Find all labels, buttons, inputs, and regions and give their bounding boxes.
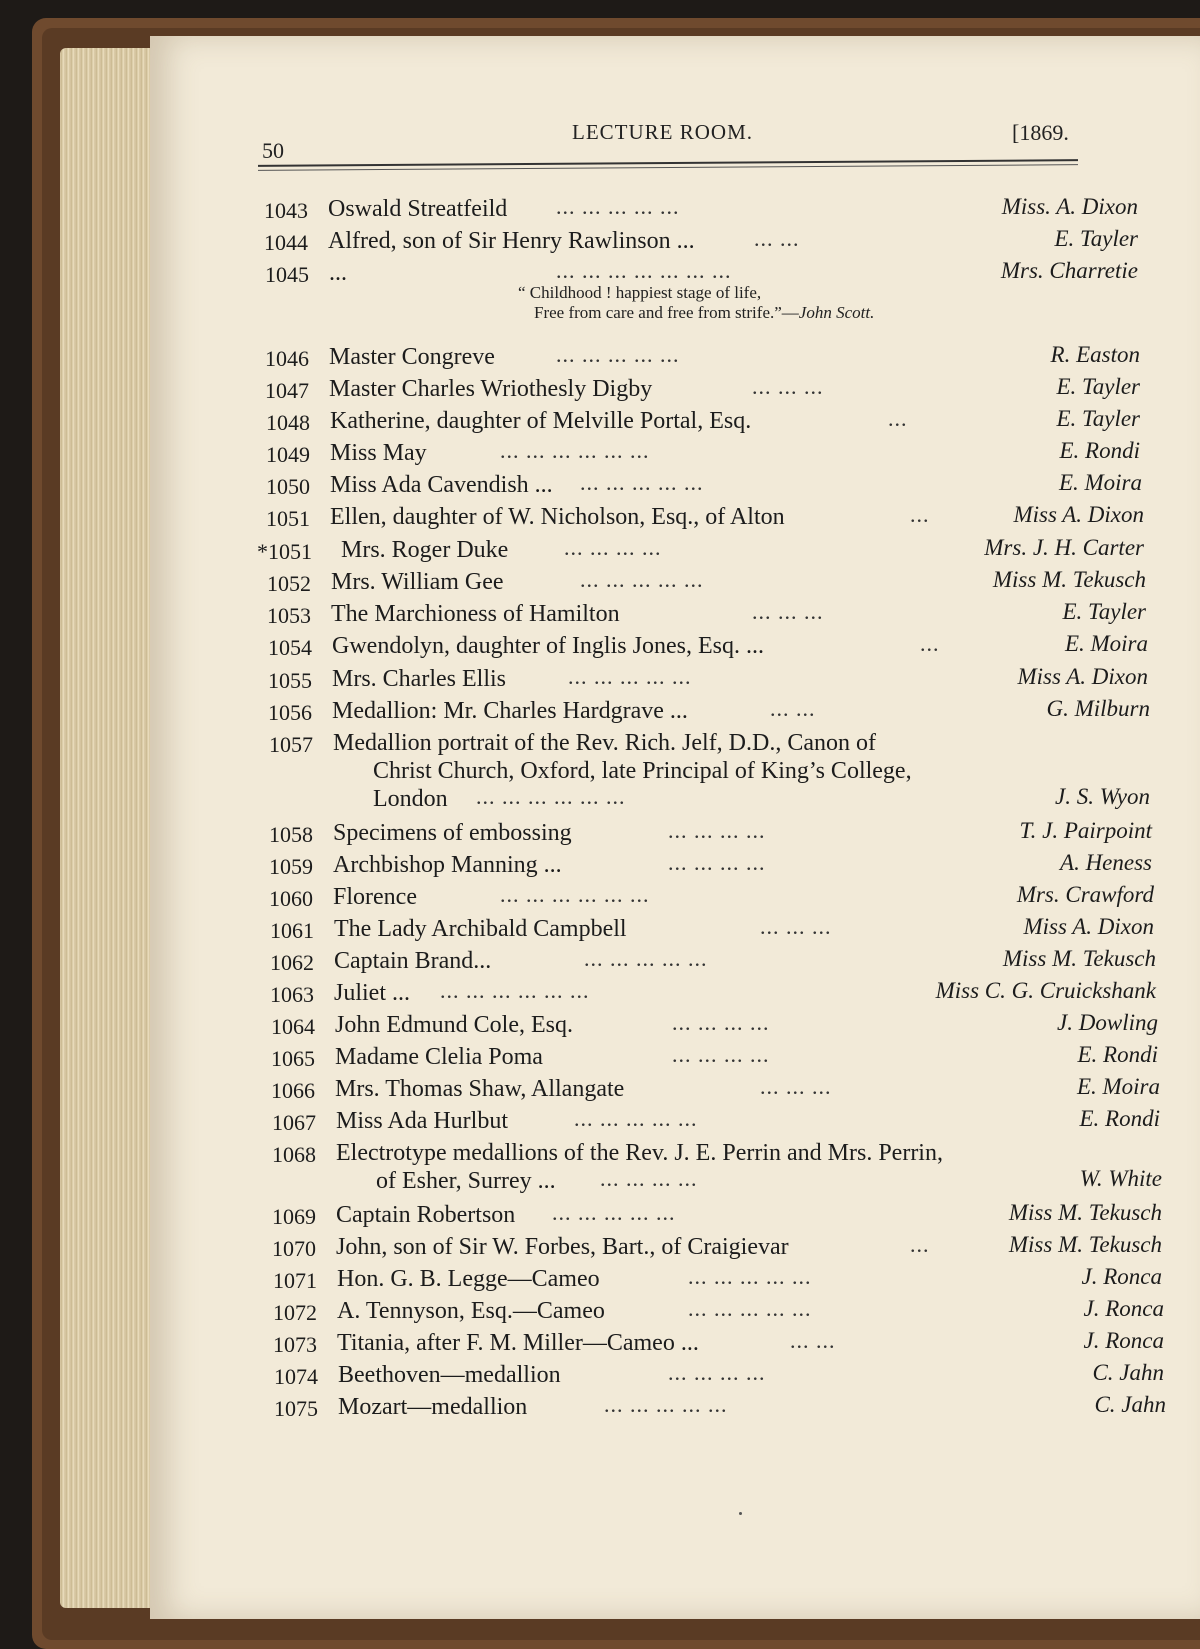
dot-leader: ... ... ... ... bbox=[564, 535, 662, 560]
dot-leader: ... ... ... bbox=[752, 599, 824, 624]
dot-leader: ... bbox=[910, 1232, 930, 1257]
entry-artist: C. Jahn bbox=[1092, 1360, 1164, 1385]
entry-artist: Mrs. Charretie bbox=[1000, 258, 1138, 283]
entry-number: 1050 bbox=[266, 474, 310, 499]
dot-leader: ... ... ... ... ... ... ... bbox=[556, 258, 732, 283]
dot-leader: ... ... ... ... ... ... bbox=[500, 438, 650, 463]
year-label: [1869. bbox=[1012, 120, 1069, 145]
dot-leader: ... ... ... ... ... bbox=[688, 1296, 812, 1321]
dot-leader: ... ... ... ... bbox=[668, 850, 766, 875]
entry-artist: J. S. Wyon bbox=[1055, 784, 1150, 809]
entry-title: Miss Ada Cavendish ... bbox=[330, 472, 553, 498]
entry-title: ... bbox=[329, 260, 347, 286]
entry-title: Titania, after F. M. Miller—Cameo ... bbox=[337, 1330, 699, 1356]
entry-number: 1048 bbox=[266, 410, 310, 435]
entry-title: John, son of Sir W. Forbes, Bart., of Craigievar bbox=[336, 1234, 789, 1260]
entry-number: 1073 bbox=[273, 1332, 317, 1357]
page-edges bbox=[60, 48, 158, 1608]
entry-title-continued: Christ Church, Oxford, late Principal of King’s College, bbox=[373, 758, 912, 784]
dot-leader: ... ... ... ... ... ... bbox=[500, 882, 650, 907]
entry-artist: Mrs. Crawford bbox=[1016, 882, 1154, 907]
entry-artist: T. J. Pairpoint bbox=[1019, 818, 1152, 843]
entry-title: Captain Brand... bbox=[334, 948, 492, 974]
entry-number: 1065 bbox=[271, 1046, 315, 1071]
entry-number: 1049 bbox=[266, 442, 310, 467]
entry-artist: E. Moira bbox=[1058, 470, 1142, 495]
entry-number: 1051 bbox=[266, 506, 310, 531]
entry-artist: Mrs. J. H. Carter bbox=[984, 535, 1144, 560]
entry-title: Medallion portrait of the Rev. Rich. Jelf, D.D., Canon of bbox=[333, 730, 876, 756]
entry-artist: G. Milburn bbox=[1046, 696, 1150, 721]
entry-number: 1055 bbox=[268, 668, 312, 693]
dot-leader: ... ... ... ... bbox=[600, 1166, 698, 1191]
entry-number: 1075 bbox=[274, 1396, 318, 1421]
entry-artist: J. Ronca bbox=[1083, 1296, 1164, 1321]
entry-title: Juliet ... bbox=[334, 980, 410, 1006]
entry-number: 1059 bbox=[269, 854, 313, 879]
entry-number: 1054 bbox=[268, 635, 312, 660]
entry-number: 1053 bbox=[267, 603, 311, 628]
dot-leader: ... ... ... ... ... bbox=[688, 1264, 812, 1289]
dot-leader: ... ... ... ... bbox=[672, 1042, 770, 1067]
entry-artist: C. Jahn bbox=[1094, 1392, 1166, 1417]
entry-title: Master Charles Wriothesly Digby bbox=[329, 376, 653, 402]
entry-artist: J. Ronca bbox=[1083, 1328, 1164, 1353]
dot-leader: ... ... ... ... ... bbox=[604, 1392, 728, 1417]
page-number: 50 bbox=[262, 138, 284, 163]
entry-title: Specimens of embossing bbox=[333, 820, 572, 846]
entry-artist: E. Rondi bbox=[1077, 1042, 1158, 1067]
dot-leader: ... ... bbox=[790, 1328, 836, 1353]
entry-artist: Miss A. Dixon bbox=[1013, 502, 1144, 527]
running-title: LECTURE ROOM. bbox=[572, 120, 753, 144]
entry-artist: E. Rondi bbox=[1059, 438, 1140, 463]
entry-title: A. Tennyson, Esq.—Cameo bbox=[337, 1298, 605, 1324]
entry-number: 1071 bbox=[273, 1268, 317, 1293]
entry-title: Beethoven—medallion bbox=[338, 1362, 561, 1388]
entry-title: Electrotype medallions of the Rev. J. E. Perrin and Mrs. Perrin, bbox=[336, 1140, 943, 1166]
dot-leader: ... ... ... bbox=[760, 914, 832, 939]
entry-artist: Miss M. Tekusch bbox=[1002, 946, 1156, 971]
dot-leader: ... ... ... ... ... bbox=[580, 470, 704, 495]
entry-number: 1043 bbox=[264, 198, 308, 223]
dot-leader: ... ... ... ... bbox=[668, 818, 766, 843]
dot-leader: ... ... ... ... ... bbox=[580, 567, 704, 592]
dot-leader: ... ... ... ... ... bbox=[574, 1106, 698, 1131]
dot-leader: ... ... ... ... ... bbox=[584, 946, 708, 971]
entry-title: Florence bbox=[333, 884, 417, 910]
entry-number: 1057 bbox=[269, 732, 313, 757]
entry-number: 1068 bbox=[272, 1142, 316, 1167]
entry-title: Mrs. William Gee bbox=[331, 569, 504, 595]
quote-author: John Scott. bbox=[798, 303, 875, 322]
entry-number: 1061 bbox=[270, 918, 314, 943]
entry-title: Alfred, son of Sir Henry Rawlinson ... bbox=[328, 228, 695, 254]
dot-leader: ... ... ... ... ... bbox=[556, 194, 680, 219]
entry-artist: E. Tayler bbox=[1054, 226, 1138, 251]
quote-line-1: “ Childhood ! happiest stage of life, bbox=[518, 283, 762, 302]
entry-title: Mrs. Roger Duke bbox=[341, 537, 509, 563]
dot-leader: ... ... ... ... ... ... bbox=[440, 978, 590, 1003]
entry-number: 1044 bbox=[264, 230, 308, 255]
entry-title: The Lady Archibald Campbell bbox=[334, 916, 627, 942]
entry-title: Mrs. Thomas Shaw, Allangate bbox=[335, 1076, 625, 1102]
dot-leader: ... ... ... bbox=[760, 1074, 832, 1099]
entry-number: 1070 bbox=[272, 1236, 316, 1261]
entry-artist: Miss M. Tekusch bbox=[1008, 1200, 1162, 1225]
entry-artist: E. Moira bbox=[1064, 631, 1148, 656]
entry-number: 1047 bbox=[265, 378, 309, 403]
entry-number: 1064 bbox=[271, 1014, 315, 1039]
entry-title: Oswald Streatfeild bbox=[328, 196, 508, 222]
entry-number: 1066 bbox=[271, 1078, 315, 1103]
dot-leader: ... ... ... ... ... bbox=[568, 664, 692, 689]
entry-artist: E. Tayler bbox=[1056, 374, 1140, 399]
entry-artist: R. Easton bbox=[1050, 342, 1140, 367]
dot-leader: ... bbox=[910, 502, 930, 527]
entry-artist: E. Tayler bbox=[1056, 406, 1140, 431]
entry-artist: E. Rondi bbox=[1079, 1106, 1160, 1131]
entry-title: Master Congreve bbox=[329, 344, 495, 370]
dot-leader: ... ... bbox=[770, 696, 816, 721]
quote-line-2 bbox=[534, 303, 874, 323]
entry-artist: Miss A. Dixon bbox=[1023, 914, 1154, 939]
entry-title: Archbishop Manning ... bbox=[333, 852, 562, 878]
entry-artist: Miss A. Dixon bbox=[1017, 664, 1148, 689]
entry-number: 1060 bbox=[269, 886, 313, 911]
entry-artist: E. Tayler bbox=[1062, 599, 1146, 624]
entry-number: *1051 bbox=[257, 539, 312, 564]
entry-title: John Edmund Cole, Esq. bbox=[335, 1012, 573, 1038]
entry-number: 1045 bbox=[265, 262, 309, 287]
entry-artist: J. Ronca bbox=[1081, 1264, 1162, 1289]
entry-number: 1067 bbox=[272, 1110, 316, 1135]
entry-title-continued: London bbox=[373, 786, 448, 812]
entry-title: Miss May bbox=[330, 440, 427, 466]
entry-number: 1063 bbox=[270, 982, 314, 1007]
entry-artist: W. White bbox=[1079, 1166, 1162, 1191]
page-speck bbox=[739, 1512, 742, 1515]
entry-artist: J. Dowling bbox=[1057, 1010, 1158, 1035]
entry-title: Hon. G. B. Legge—Cameo bbox=[337, 1266, 600, 1292]
entry-artist: Miss M. Tekusch bbox=[992, 567, 1146, 592]
entry-title: Ellen, daughter of W. Nicholson, Esq., of Alton bbox=[330, 504, 785, 530]
entry-number: 1046 bbox=[265, 346, 309, 371]
dot-leader: ... bbox=[888, 406, 908, 431]
entry-number: 1056 bbox=[268, 700, 312, 725]
dot-leader: ... ... bbox=[754, 226, 800, 251]
entry-title: Captain Robertson bbox=[336, 1202, 516, 1228]
dot-leader: ... ... ... ... ... bbox=[552, 1200, 676, 1225]
entry-artist: E. Moira bbox=[1076, 1074, 1160, 1099]
entry-title: Mrs. Charles Ellis bbox=[332, 666, 506, 692]
dot-leader: ... ... ... ... ... ... bbox=[476, 784, 626, 809]
entry-number: 1058 bbox=[269, 822, 313, 847]
dot-leader: ... ... ... ... bbox=[672, 1010, 770, 1035]
entry-number: 1052 bbox=[267, 571, 311, 596]
entry-artist: Miss C. G. Cruickshank bbox=[935, 978, 1156, 1003]
entry-number: 1062 bbox=[270, 950, 314, 975]
entry-number: 1072 bbox=[273, 1300, 317, 1325]
entry-artist: A. Heness bbox=[1060, 850, 1152, 875]
entry-number: 1074 bbox=[274, 1364, 318, 1389]
quote-text: Free from care and free from strife.”— bbox=[534, 303, 799, 322]
entry-title: The Marchioness of Hamilton bbox=[331, 601, 620, 627]
entry-title: Katherine, daughter of Melville Portal, Esq. bbox=[330, 408, 752, 434]
entry-title: Mozart—medallion bbox=[338, 1394, 528, 1420]
entry-title: Miss Ada Hurlbut bbox=[336, 1108, 509, 1134]
entry-title: Gwendolyn, daughter of Inglis Jones, Esq. ... bbox=[332, 633, 764, 659]
dot-leader: ... ... ... ... bbox=[668, 1360, 766, 1385]
dot-leader: ... ... ... ... ... bbox=[556, 342, 680, 367]
entry-artist: Miss M. Tekusch bbox=[1008, 1232, 1162, 1257]
entry-number: 1069 bbox=[272, 1204, 316, 1229]
dot-leader: ... bbox=[920, 631, 940, 656]
entry-title-continued: of Esher, Surrey ... bbox=[376, 1168, 556, 1194]
entry-artist: Miss. A. Dixon bbox=[1001, 194, 1138, 219]
dot-leader: ... ... ... bbox=[752, 374, 824, 399]
entry-title: Madame Clelia Poma bbox=[335, 1044, 543, 1070]
entry-title: Medallion: Mr. Charles Hardgrave ... bbox=[332, 698, 688, 724]
